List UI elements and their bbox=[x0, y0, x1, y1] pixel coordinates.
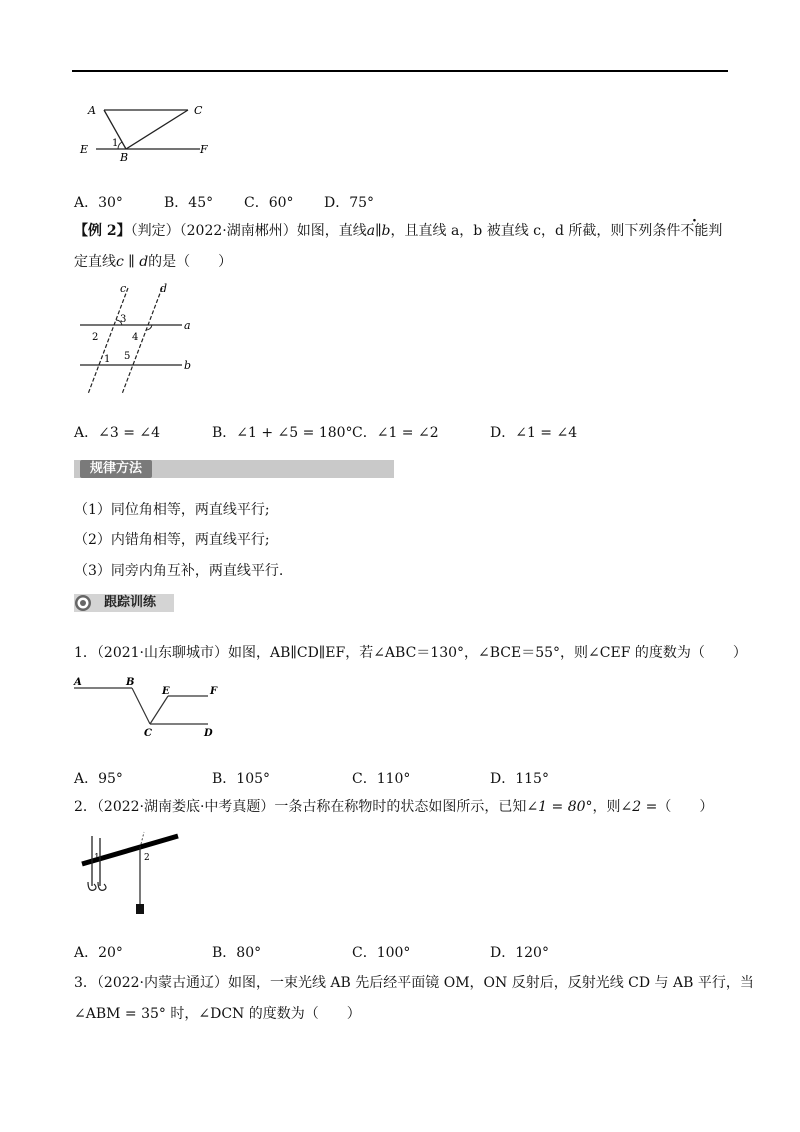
parallel-cd: c ∥ d bbox=[116, 254, 149, 270]
example2-tag: 【例 2】 bbox=[74, 223, 131, 239]
label-A: A bbox=[74, 677, 82, 688]
method-rule-1: （1）同位角相等，两直线平行; bbox=[74, 502, 270, 518]
q2-text-a: 2．（2022·湖南娄底·中考真题）一条古称在称物时的状态如图所示，已知 bbox=[74, 799, 527, 815]
figure-steelyard bbox=[78, 830, 188, 916]
q1-option-c[interactable]: C．110° bbox=[352, 771, 411, 787]
parallel-ab: a∥b bbox=[366, 223, 391, 239]
q2-text-c: （ ） bbox=[657, 799, 714, 815]
target-icon bbox=[74, 594, 92, 612]
example2-condition: ，且直线 a，b 被直线 c，d 所截，则下列条件 bbox=[390, 223, 681, 239]
q1-option-d[interactable]: D．115° bbox=[490, 771, 549, 787]
label-E: E bbox=[80, 143, 89, 156]
q2-ask: ∠2 = bbox=[620, 799, 658, 815]
example2-source: （判定）（2022·湖南郴州）如图，直线 bbox=[130, 223, 367, 239]
label-5: 5 bbox=[124, 351, 131, 362]
q3-line1: 3．（2022·内蒙古通辽）如图，一束光线 AB 先后经平面镜 OM，ON 反射后，反射光线 CD 与 AB 平行，当 bbox=[74, 975, 754, 991]
figure-parallel-lines bbox=[76, 280, 206, 400]
label-A: A bbox=[88, 104, 96, 117]
training-banner bbox=[74, 594, 174, 612]
label-1: 1 bbox=[104, 354, 111, 365]
label-B: B bbox=[126, 677, 135, 688]
prev-option-d[interactable]: D．75° bbox=[324, 195, 375, 211]
q2-option-c[interactable]: C．100° bbox=[352, 945, 411, 961]
method-rule-2: （2）内错角相等，两直线平行; bbox=[74, 532, 270, 548]
label-a: a bbox=[184, 319, 191, 332]
example2-line1-end: 判 bbox=[708, 223, 723, 239]
q3-line2: ∠ABM = 35° 时，∠DCN 的度数为（ ） bbox=[74, 1006, 361, 1022]
label-4: 4 bbox=[132, 332, 139, 343]
figure-q1-broken-line bbox=[72, 676, 222, 740]
label-B: B bbox=[120, 151, 129, 162]
label-d: d bbox=[160, 282, 168, 295]
ex2-option-c[interactable]: C．∠1 = ∠2 bbox=[352, 425, 439, 441]
prev-option-c[interactable]: C．60° bbox=[244, 195, 294, 211]
prev-option-a[interactable]: A．30° bbox=[74, 195, 123, 211]
label-3: 3 bbox=[120, 314, 127, 325]
label-F: F bbox=[210, 686, 218, 697]
header-rule bbox=[72, 70, 728, 72]
training-banner-title: 跟踪训练 bbox=[104, 595, 157, 610]
q2-option-a[interactable]: A．20° bbox=[74, 945, 123, 961]
label-D: D bbox=[204, 728, 213, 739]
example2-line2 bbox=[74, 252, 232, 272]
q2-text-b: ，则 bbox=[592, 799, 621, 815]
ex2-option-b[interactable]: B．∠1 + ∠5 = 180° bbox=[212, 425, 353, 441]
q2-condition: ∠1 = 80° bbox=[526, 799, 593, 815]
method-banner-title: 规律方法 bbox=[80, 460, 152, 478]
figure-triangle-abc bbox=[76, 100, 216, 162]
label-C: C bbox=[144, 728, 152, 739]
example2-line2-start: 定直线 bbox=[74, 254, 116, 270]
method-rule-3: （3）同旁内角互补，两直线平行. bbox=[74, 563, 284, 579]
q1-option-b[interactable]: B．105° bbox=[212, 771, 271, 787]
ex2-option-a[interactable]: A．∠3 = ∠4 bbox=[74, 425, 161, 441]
label-E: E bbox=[162, 686, 170, 697]
label-b: b bbox=[184, 359, 192, 372]
q2-option-b[interactable]: B．80° bbox=[212, 945, 262, 961]
q1-option-a[interactable]: A．95° bbox=[74, 771, 123, 787]
example2-line2-end: 的是（ ） bbox=[148, 254, 233, 270]
label-angle-1: 1 bbox=[112, 138, 119, 149]
label-2: 2 bbox=[92, 332, 99, 343]
q1-text: 1．（2021·山东聊城市）如图，AB∥CD∥EF，若∠ABC＝130°，∠BCE＝55°，则∠CEF 的度数为（ ） bbox=[74, 645, 747, 661]
emphasis-not-can: 不能 bbox=[680, 223, 709, 239]
label-F: F bbox=[200, 143, 208, 156]
method-banner bbox=[74, 460, 394, 478]
q2-option-d[interactable]: D．120° bbox=[490, 945, 549, 961]
prev-option-b[interactable]: B．45° bbox=[164, 195, 214, 211]
label-c: c bbox=[120, 282, 127, 295]
label-2: 2 bbox=[144, 853, 150, 863]
label-1: 1 bbox=[94, 853, 100, 863]
ex2-option-d[interactable]: D．∠1 = ∠4 bbox=[490, 425, 578, 441]
example2-line1 bbox=[74, 221, 722, 241]
label-C: C bbox=[194, 104, 203, 117]
q2-text bbox=[74, 797, 713, 817]
